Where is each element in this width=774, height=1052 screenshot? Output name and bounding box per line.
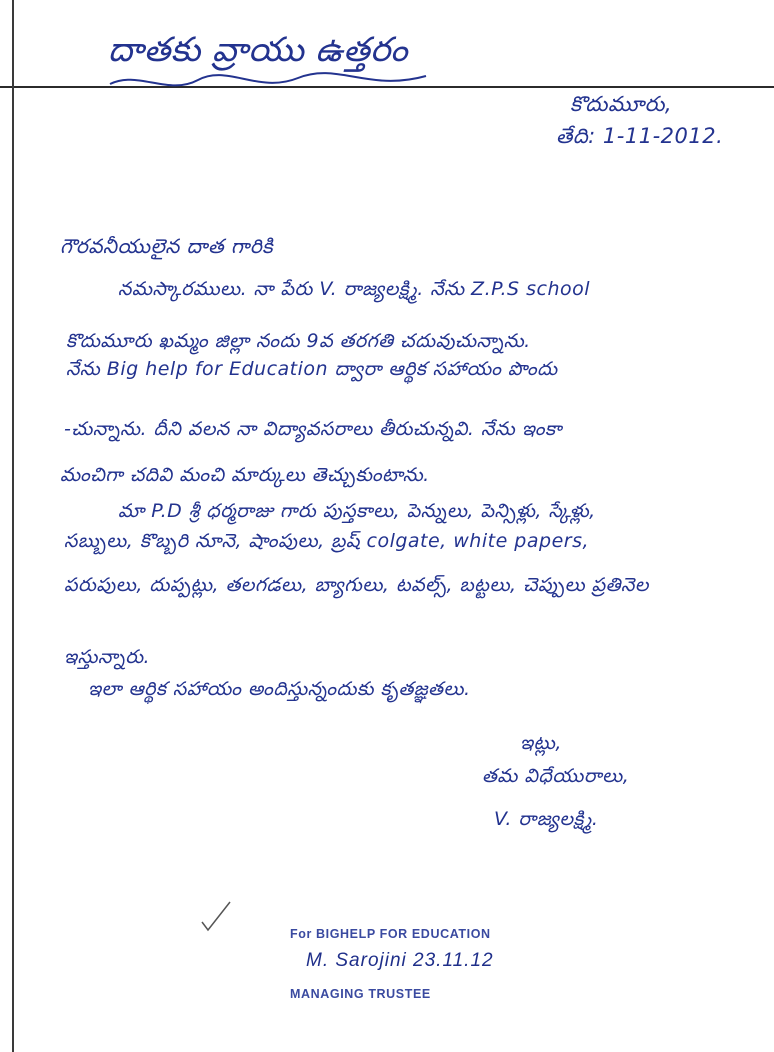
closing: ఇట్లు, [520, 732, 562, 754]
sender-signature: V. రాజ్యలక్ష్మి. [494, 808, 599, 830]
letter-place: కొదుమూరు, [570, 92, 673, 116]
body-line-10: ఇలా ఆర్థిక సహాయం అందిస్తున్నందుకు కృతజ్ఞతలు. [88, 678, 471, 700]
stamp-signature-line: M. Sarojini 23.11.12 [306, 950, 494, 971]
body-line-8: పరుపులు, దుప్పట్లు, తలగడలు, బ్యాగులు, టవల్స్, బట్టలు, చెప్పులు ప్రతినెల [64, 574, 649, 596]
letter-salutation: గౌరవనీయులైన దాత గారికి [60, 234, 274, 258]
check-mark-icon [196, 896, 236, 936]
title-underline-scribble [108, 66, 428, 106]
stamp-role-line: MANAGING TRUSTEE [290, 987, 431, 1001]
body-line-5: మంచిగా చదివి మంచి మార్కులు తెచ్చుకుంటాను. [60, 464, 430, 486]
closing-line-2: తమ విధేయురాలు, [482, 765, 630, 787]
left-margin-line [12, 0, 14, 1052]
body-line-2: కొదుమూరు ఖమ్మం జిల్లా నందు 9వ తరగతి చదువుచున్నాను. [66, 330, 531, 352]
body-line-3: నేను Big help for Education ద్వారా ఆర్థిక సహాయం పొందు [66, 358, 558, 380]
body-line-9: ఇస్తున్నారు. [64, 646, 151, 668]
body-line-7: సబ్బులు, కొబ్బరి నూనె, షాంపులు, బ్రష్ colgate, white papers, [64, 530, 590, 552]
letter-date: తేది: 1-11-2012. [556, 124, 724, 148]
body-line-6: మా P.D శ్రీ ధర్మరాజు గారు పుస్తకాలు, పెన్నులు, పెన్సిళ్లు, స్కేళ్లు, [118, 500, 596, 522]
body-line-4: -చున్నాను. దీని వలన నా విద్యావసరాలు తీరుచున్నవి. నేను ఇంకా [64, 418, 562, 440]
body-line-1: నమస్కారములు. నా పేరు V. రాజ్యలక్ష్మి. నేను Z.P.S school [118, 278, 591, 300]
letter-title: దాతకు వ్రాయు ఉత్తరం [108, 30, 409, 70]
stamp-org-line: For BIGHELP FOR EDUCATION [290, 927, 491, 941]
